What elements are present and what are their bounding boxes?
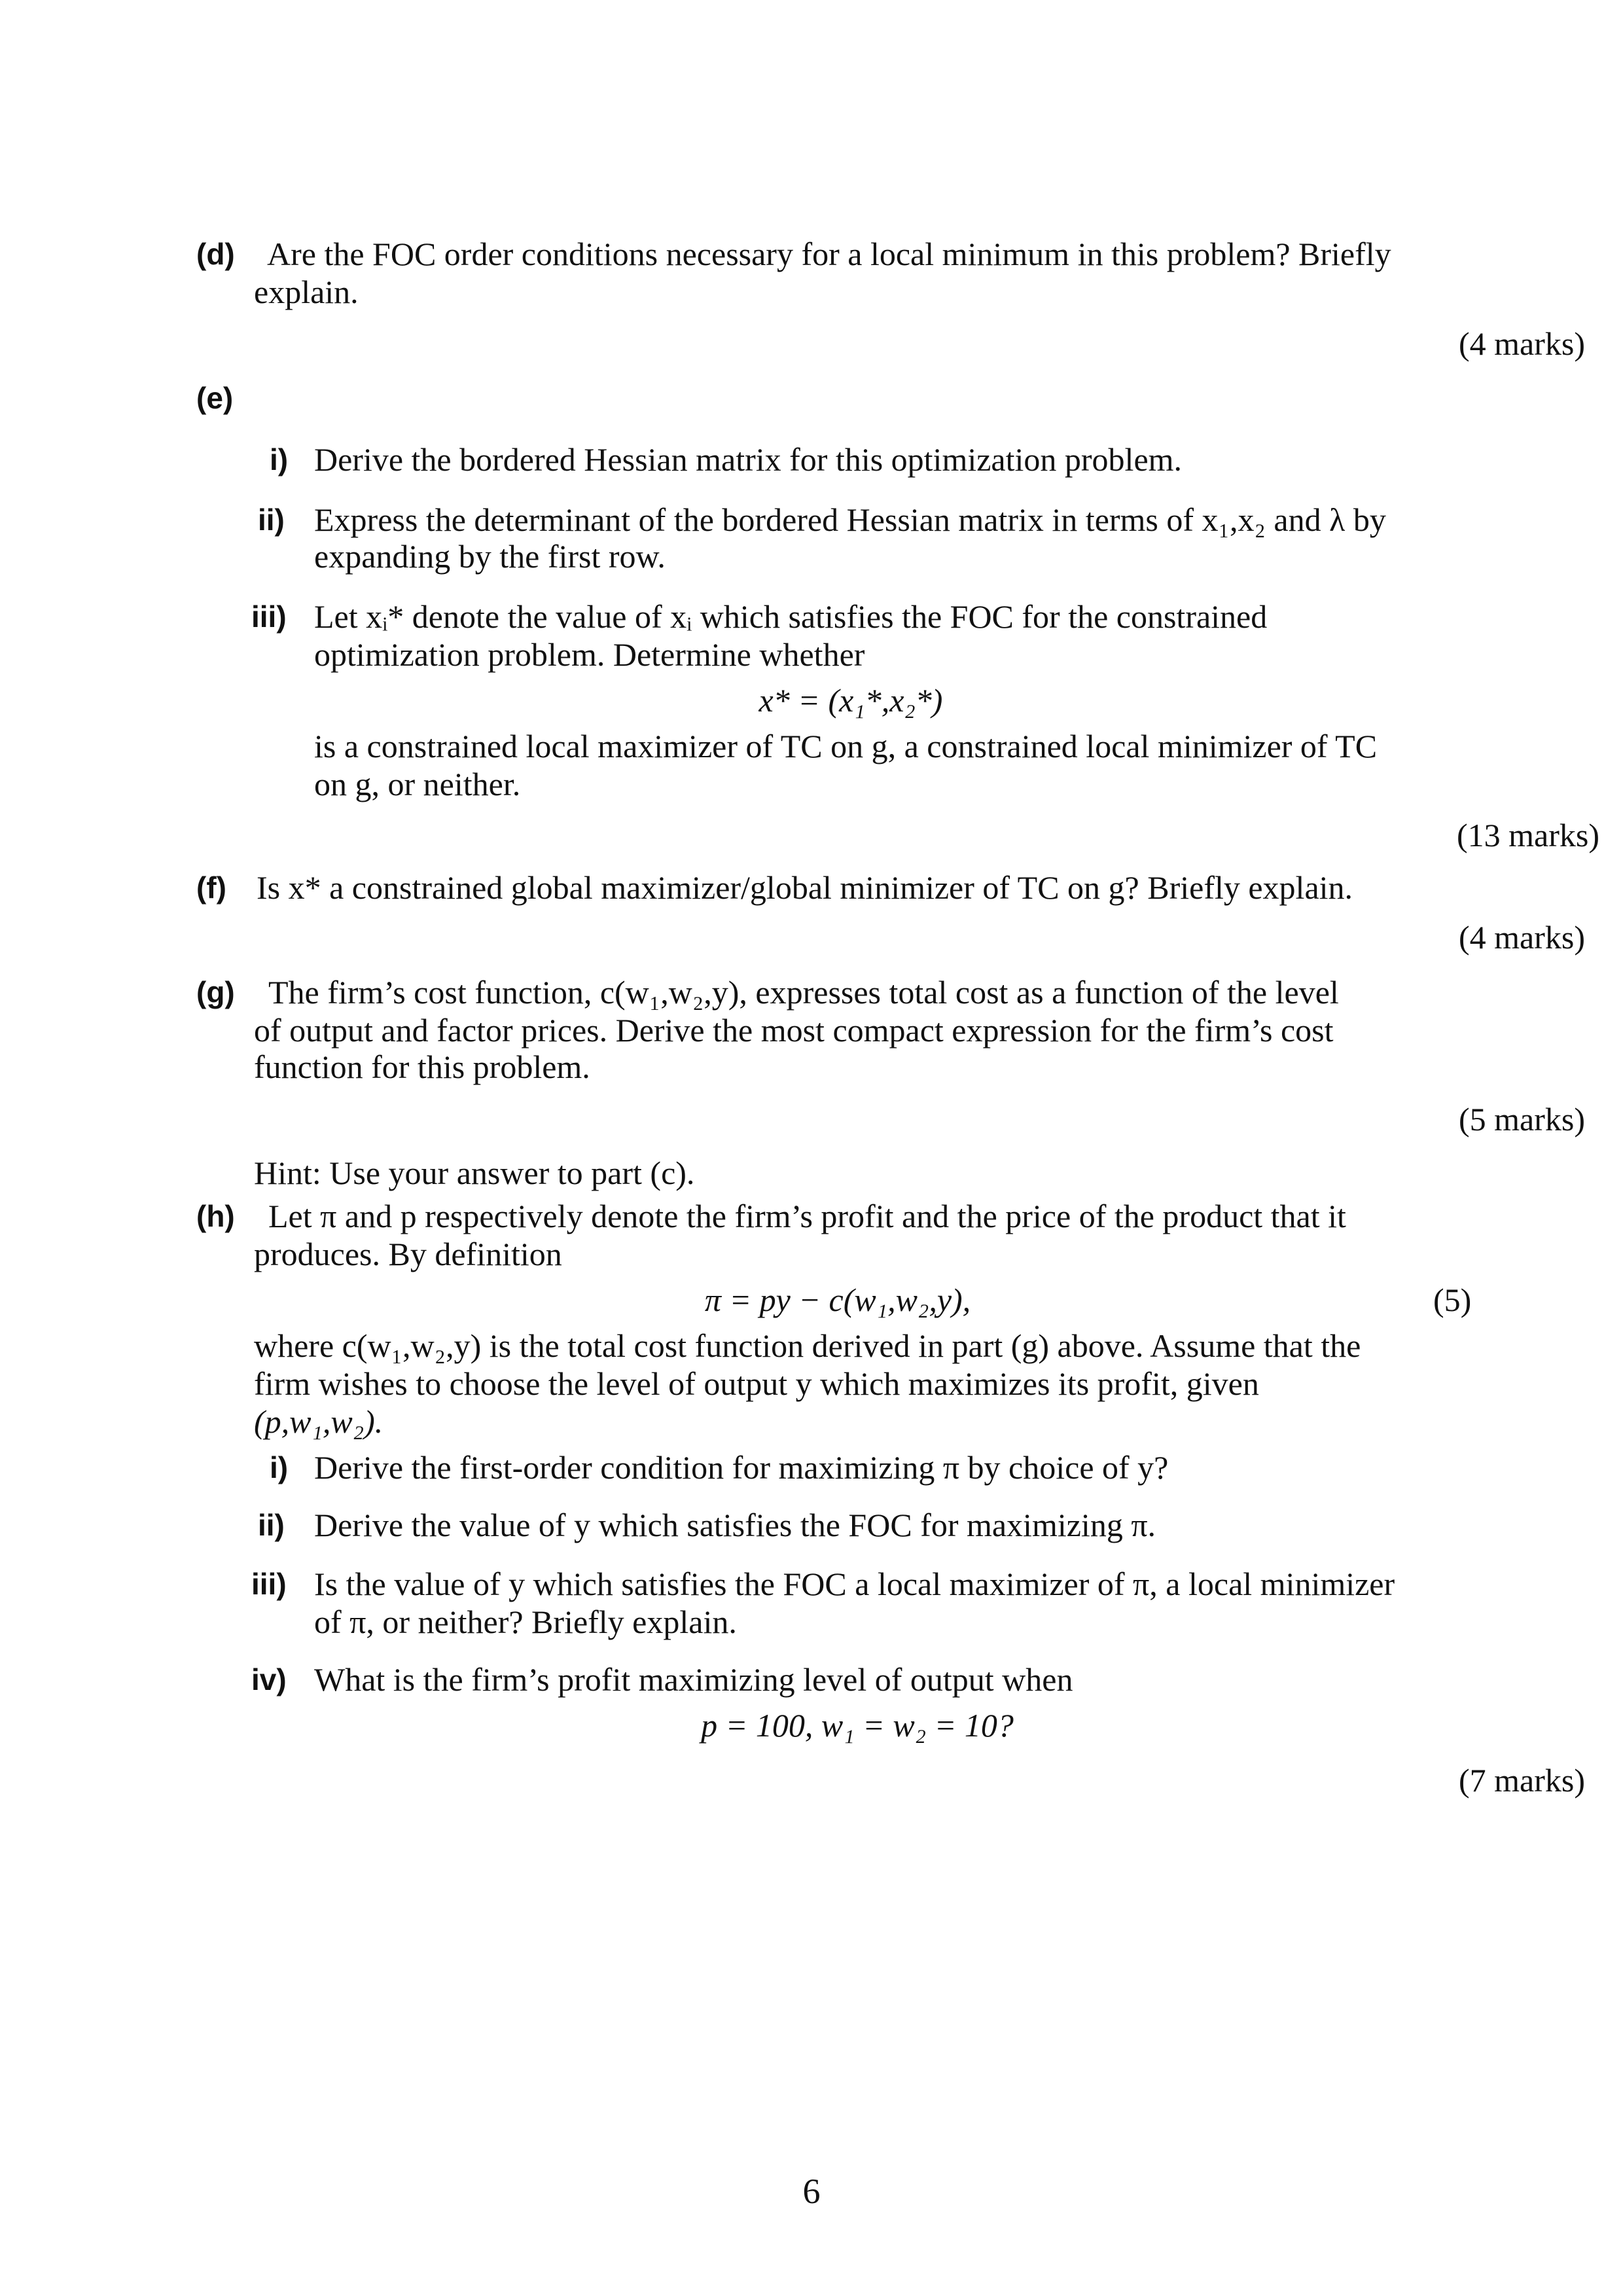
question-h-line-5: (p,w₁,w₂). xyxy=(254,1403,383,1440)
question-h-iv-formula: p = 100, w₁ = w₂ = 10? xyxy=(701,1707,1014,1744)
question-g-hint: Hint: Use your answer to part (c). xyxy=(254,1155,695,1191)
question-h-i-label: i) xyxy=(270,1450,289,1484)
question-e-iii-formula: x* = (x₁*,x₂*) xyxy=(758,682,943,719)
question-h-i-text: Derive the first-order condition for maximizing π by choice of y? xyxy=(314,1449,1169,1486)
question-d-line-2: explain. xyxy=(254,274,359,310)
question-e-i-label: i) xyxy=(270,442,289,476)
question-e-iii-line-3: is a constrained local maximizer of TC on g, a constrained local minimizer of TC xyxy=(314,728,1378,764)
question-f-text: Is x* a constrained global maximizer/global minimizer of TC on g? Briefly explain. xyxy=(257,869,1353,906)
question-g-line-1: The firm’s cost function, c(w₁,w₂,y), expresses total cost as a function of the level xyxy=(268,974,1339,1011)
question-d-label: (d) xyxy=(196,237,235,271)
question-e-iii-line-2: optimization problem. Determine whether xyxy=(314,636,865,673)
question-h-equation-number: (5) xyxy=(1433,1282,1472,1318)
question-h-formula: π = py − c(w₁,w₂,y), xyxy=(704,1282,971,1318)
question-e-iii-label: iii) xyxy=(251,600,287,634)
question-h-iii-line-2: of π, or neither? Briefly explain. xyxy=(314,1604,737,1640)
question-g-line-3: function for this problem. xyxy=(254,1049,590,1085)
page-number: 6 xyxy=(802,2172,821,2211)
question-h-line-1: Let π and p respectively denote the firm’s profit and the price of the product that it xyxy=(268,1198,1346,1234)
question-f-label: (f) xyxy=(196,870,226,905)
question-e-ii-line-1: Express the determinant of the bordered Hessian matrix in terms of x₁,x₂ and λ by xyxy=(314,501,1386,538)
question-h-iv-label: iv) xyxy=(251,1662,287,1696)
question-e-i-text: Derive the bordered Hessian matrix for this optimization problem. xyxy=(314,441,1183,478)
question-g-line-2: of output and factor prices. Derive the most compact expression for the firm’s cost xyxy=(254,1012,1334,1049)
question-d-line-1: Are the FOC order conditions necessary for a local minimum in this problem? Briefly xyxy=(267,236,1391,272)
question-h-ii-text: Derive the value of y which satisfies the FOC for maximizing π. xyxy=(314,1507,1156,1543)
question-e-label: (e) xyxy=(196,381,234,415)
question-e-iii-line-1: Let xᵢ* denote the value of xᵢ which satisfies the FOC for the constrained xyxy=(314,598,1268,635)
question-d-marks: (4 marks) xyxy=(1459,325,1585,362)
question-h-iii-label: iii) xyxy=(251,1567,287,1601)
question-h-line-4: firm wishes to choose the level of output y which maximizes its profit, given xyxy=(254,1365,1259,1402)
question-h-ii-label: ii) xyxy=(258,1508,285,1542)
question-e-ii-line-2: expanding by the first row. xyxy=(314,538,666,575)
question-e-ii-label: ii) xyxy=(258,503,285,537)
question-h-marks: (7 marks) xyxy=(1459,1762,1585,1799)
question-h-iii-line-1: Is the value of y which satisfies the FOC a local maximizer of π, a local minimizer xyxy=(314,1566,1395,1602)
question-h-iv-text: What is the firm’s profit maximizing level of output when xyxy=(314,1661,1073,1698)
question-f-marks: (4 marks) xyxy=(1459,919,1585,956)
question-e-marks: (13 marks) xyxy=(1457,817,1599,853)
question-g-marks: (5 marks) xyxy=(1459,1101,1585,1138)
question-h-label: (h) xyxy=(196,1199,235,1233)
question-g-label: (g) xyxy=(196,975,235,1009)
question-h-line-2: produces. By definition xyxy=(254,1236,562,1272)
question-e-iii-line-4: on g, or neither. xyxy=(314,766,521,802)
question-h-line-3: where c(w₁,w₂,y) is the total cost function derived in part (g) above. Assume that the xyxy=(254,1327,1361,1364)
